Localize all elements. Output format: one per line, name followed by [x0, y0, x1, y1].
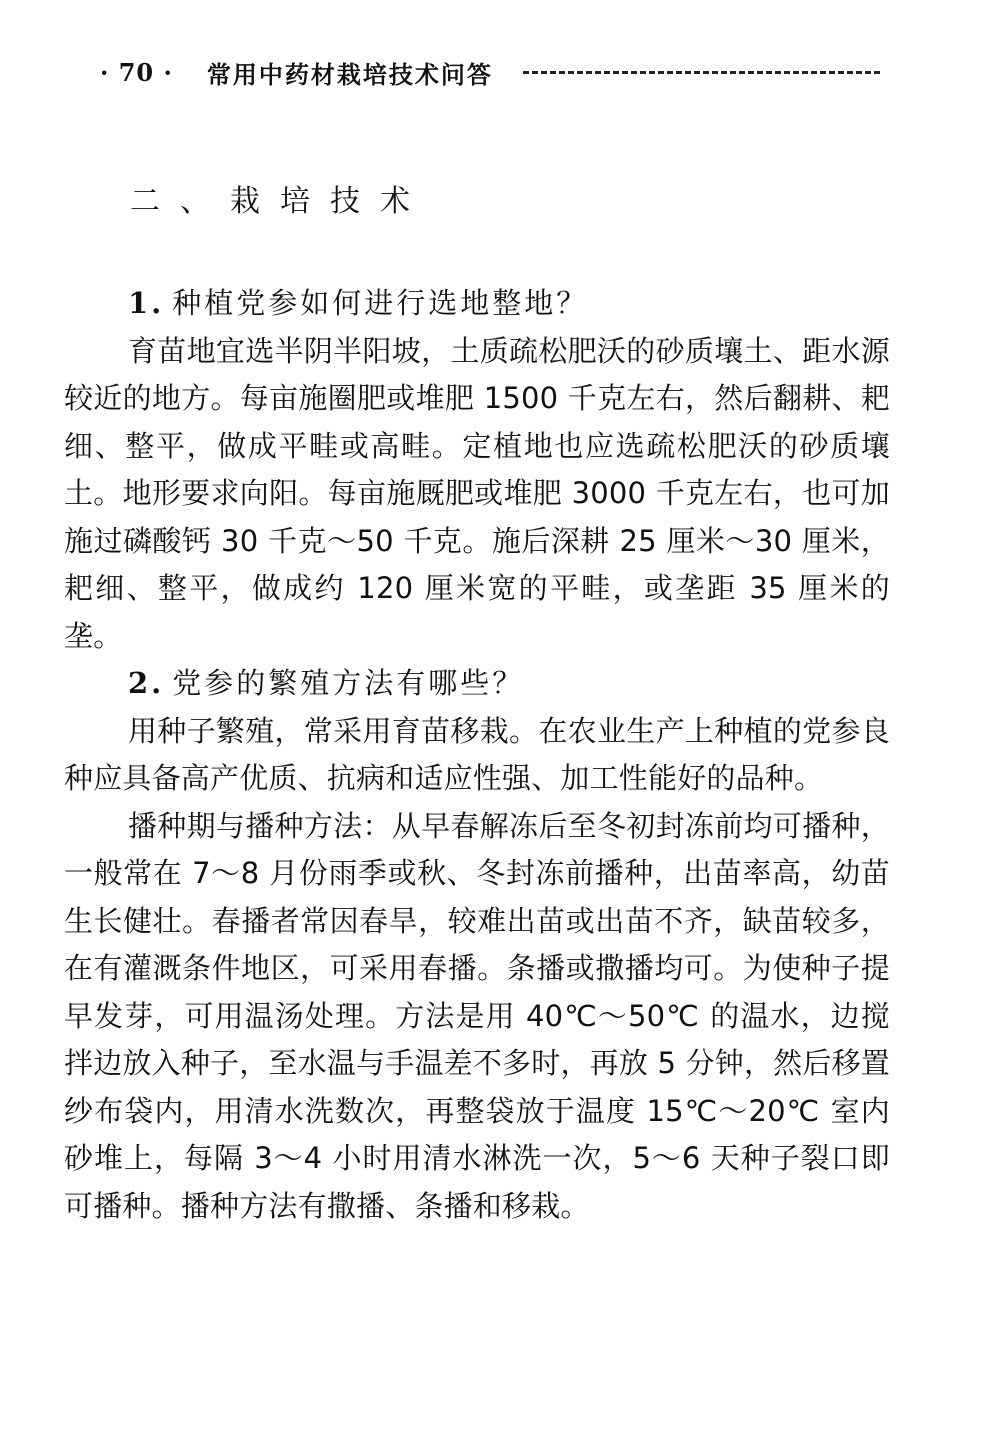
question-heading-1 [64, 280, 890, 328]
book-title: 常用中药材栽培技术问答 [206, 59, 493, 89]
question-number: 2. [128, 666, 165, 700]
answer-paragraph: 播种期与播种方法：从早春解冻后至冬初封冻前均可播种，一般常在 7～8 月份雨季或秋、冬封冻前播种，出苗率高，幼苗生长健壮。春播者常因春旱，较难出苗或出苗不齐，缺苗较多，在有灌溉条件地区，可采用春播。条播或撒播均可。为使种子提早发芽，可用温汤处理。方法是用 40℃～50℃ 的温水，边搅拌边放入种子，至水温与手温差不多时，再放 5 分钟，然后移置纱布袋内，用清水洗数次，再整袋放于温度 15℃～20℃ 室内砂堆上，每隔 3～4 小时用清水淋洗一次，5～6 天种子裂口即可播种。播种方法有撒播、条播和移栽。 [64, 808, 890, 1223]
question-title: 党参的繁殖方法有哪些？ [172, 666, 525, 700]
question-number: 1. [128, 286, 165, 320]
header-rule [523, 71, 880, 74]
body-content [64, 280, 890, 1230]
answer-paragraph: 用种子繁殖，常采用育苗移栽。在农业生产上种植的党参良种应具备高产优质、抗病和适应性强、加工性能好的品种。 [64, 713, 890, 795]
answer-paragraph: 育苗地宜选半阴半阳坡，土质疏松肥沃的砂质壤土、距水源较近的地方。每亩施圈肥或堆肥 1500 千克左右，然后翻耕、耙细、整平，做成平畦或高畦。定植地也应选疏松肥沃的砂质壤土。地形要求向阳。每亩施厩肥或堆肥 3000 千克左右，也可加施过磷酸钙 30 千克～50 千克。施后深耕 25 厘米～30 厘米，耙细、整平，做成约 120 厘米宽的平畦，或垄距 35 厘米的垄。 [64, 333, 890, 653]
question-title: 种植党参如何进行选地整地？ [172, 286, 589, 320]
question-heading-2 [64, 660, 890, 708]
running-header [100, 52, 880, 92]
section-title: 二、栽培技术 [130, 184, 430, 219]
page-number: · 70 · [100, 57, 173, 87]
